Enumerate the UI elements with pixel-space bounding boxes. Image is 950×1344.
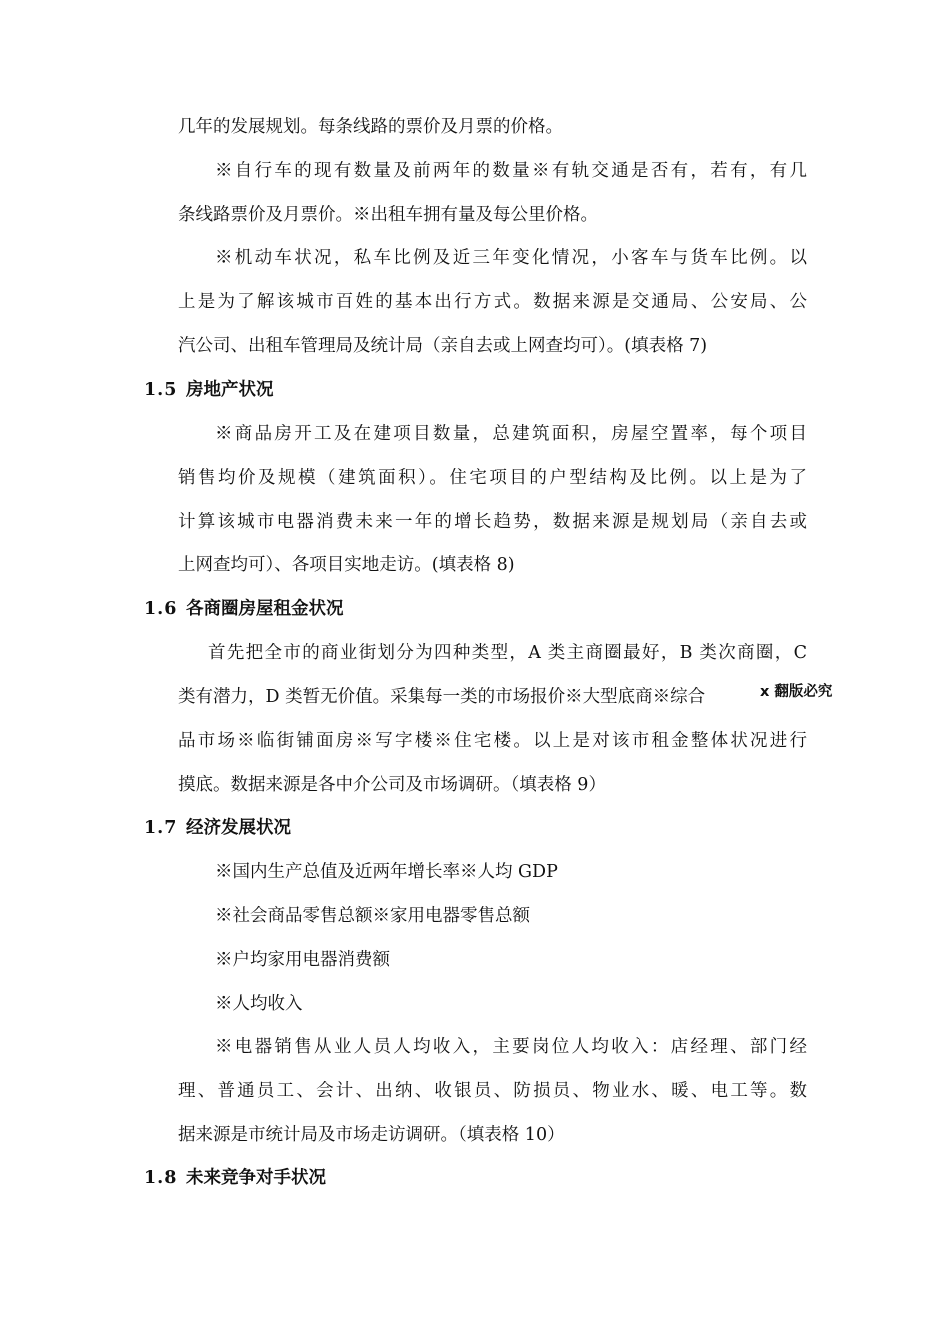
- paragraph-line: ※商品房开工及在建项目数量，总建筑面积，房屋空置率，每个项目: [215, 424, 807, 444]
- paragraph-line: 首先把全市的商业街划分为四种类型，A 类主商圈最好，B 类次商圈，C: [208, 643, 807, 663]
- paragraph-line: 类有潜力，D 类暂无价值。采集每一类的市场报价※大型底商※综合: [178, 687, 706, 707]
- paragraph-line: 条线路票价及月票价。※出租车拥有量及每公里价格。: [178, 205, 598, 225]
- section-number: 1.7: [144, 818, 178, 838]
- paragraph-line: 摸底。数据来源是各中介公司及市场调研。（填表格 9）: [178, 775, 606, 795]
- paragraph-line: 据来源是市统计局及市场走访调研。（填表格 10）: [178, 1125, 565, 1145]
- list-item: ※户均家用电器消费额: [215, 950, 390, 970]
- paragraph-line: 几年的发展规划。每条线路的票价及月票的价格。: [178, 117, 563, 137]
- list-item: ※人均收入: [215, 994, 303, 1014]
- paragraph-line: 汽公司、出租车管理局及统计局（亲自去或上网查均可）。(填表格 7): [178, 336, 708, 356]
- list-item: ※国内生产总值及近两年增长率※人均 GDP: [215, 862, 558, 882]
- paragraph-line: 计算该城市电器消费未来一年的增长趋势，数据来源是规划局（亲自去或: [178, 512, 807, 532]
- section-title: 房地产状况: [186, 380, 274, 400]
- paragraph-line: ※机动车状况，私车比例及近三年变化情况，小客车与货车比例。以: [215, 248, 807, 268]
- section-number: 1.5: [144, 380, 178, 400]
- section-heading: [144, 816, 291, 840]
- section-title: 未来竞争对手状况: [186, 1168, 326, 1188]
- section-number: 1.8: [144, 1168, 178, 1188]
- paragraph-line: ※自行车的现有数量及前两年的数量※有轨交通是否有，若有，有几: [215, 161, 807, 181]
- section-title: 各商圈房屋租金状况: [186, 599, 344, 619]
- section-title: 经济发展状况: [186, 818, 291, 838]
- list-item: ※社会商品零售总额※家用电器零售总额: [215, 906, 530, 926]
- paragraph-line: 品市场※临街铺面房※写字楼※住宅楼。以上是对该市租金整体状况进行: [178, 731, 807, 751]
- paragraph-line: 销售均价及规模（建筑面积）。住宅项目的户型结构及比例。以上是为了: [178, 468, 807, 488]
- section-heading: [144, 597, 344, 621]
- paragraph-line: 上是为了解该城市百姓的基本出行方式。数据来源是交通局、公安局、公: [178, 292, 807, 312]
- paragraph-line: ※电器销售从业人员人均收入，主要岗位人均收入：店经理、部门经: [215, 1037, 807, 1057]
- section-number: 1.6: [144, 599, 178, 619]
- watermark-text: x 翻版必究: [760, 684, 833, 700]
- section-heading: [144, 1166, 326, 1190]
- section-heading: [144, 378, 274, 402]
- paragraph-line: 理、普通员工、会计、出纳、收银员、防损员、物业水、暖、电工等。数: [178, 1081, 807, 1101]
- paragraph-line: 上网查均可）、各项目实地走访。(填表格 8): [178, 555, 515, 575]
